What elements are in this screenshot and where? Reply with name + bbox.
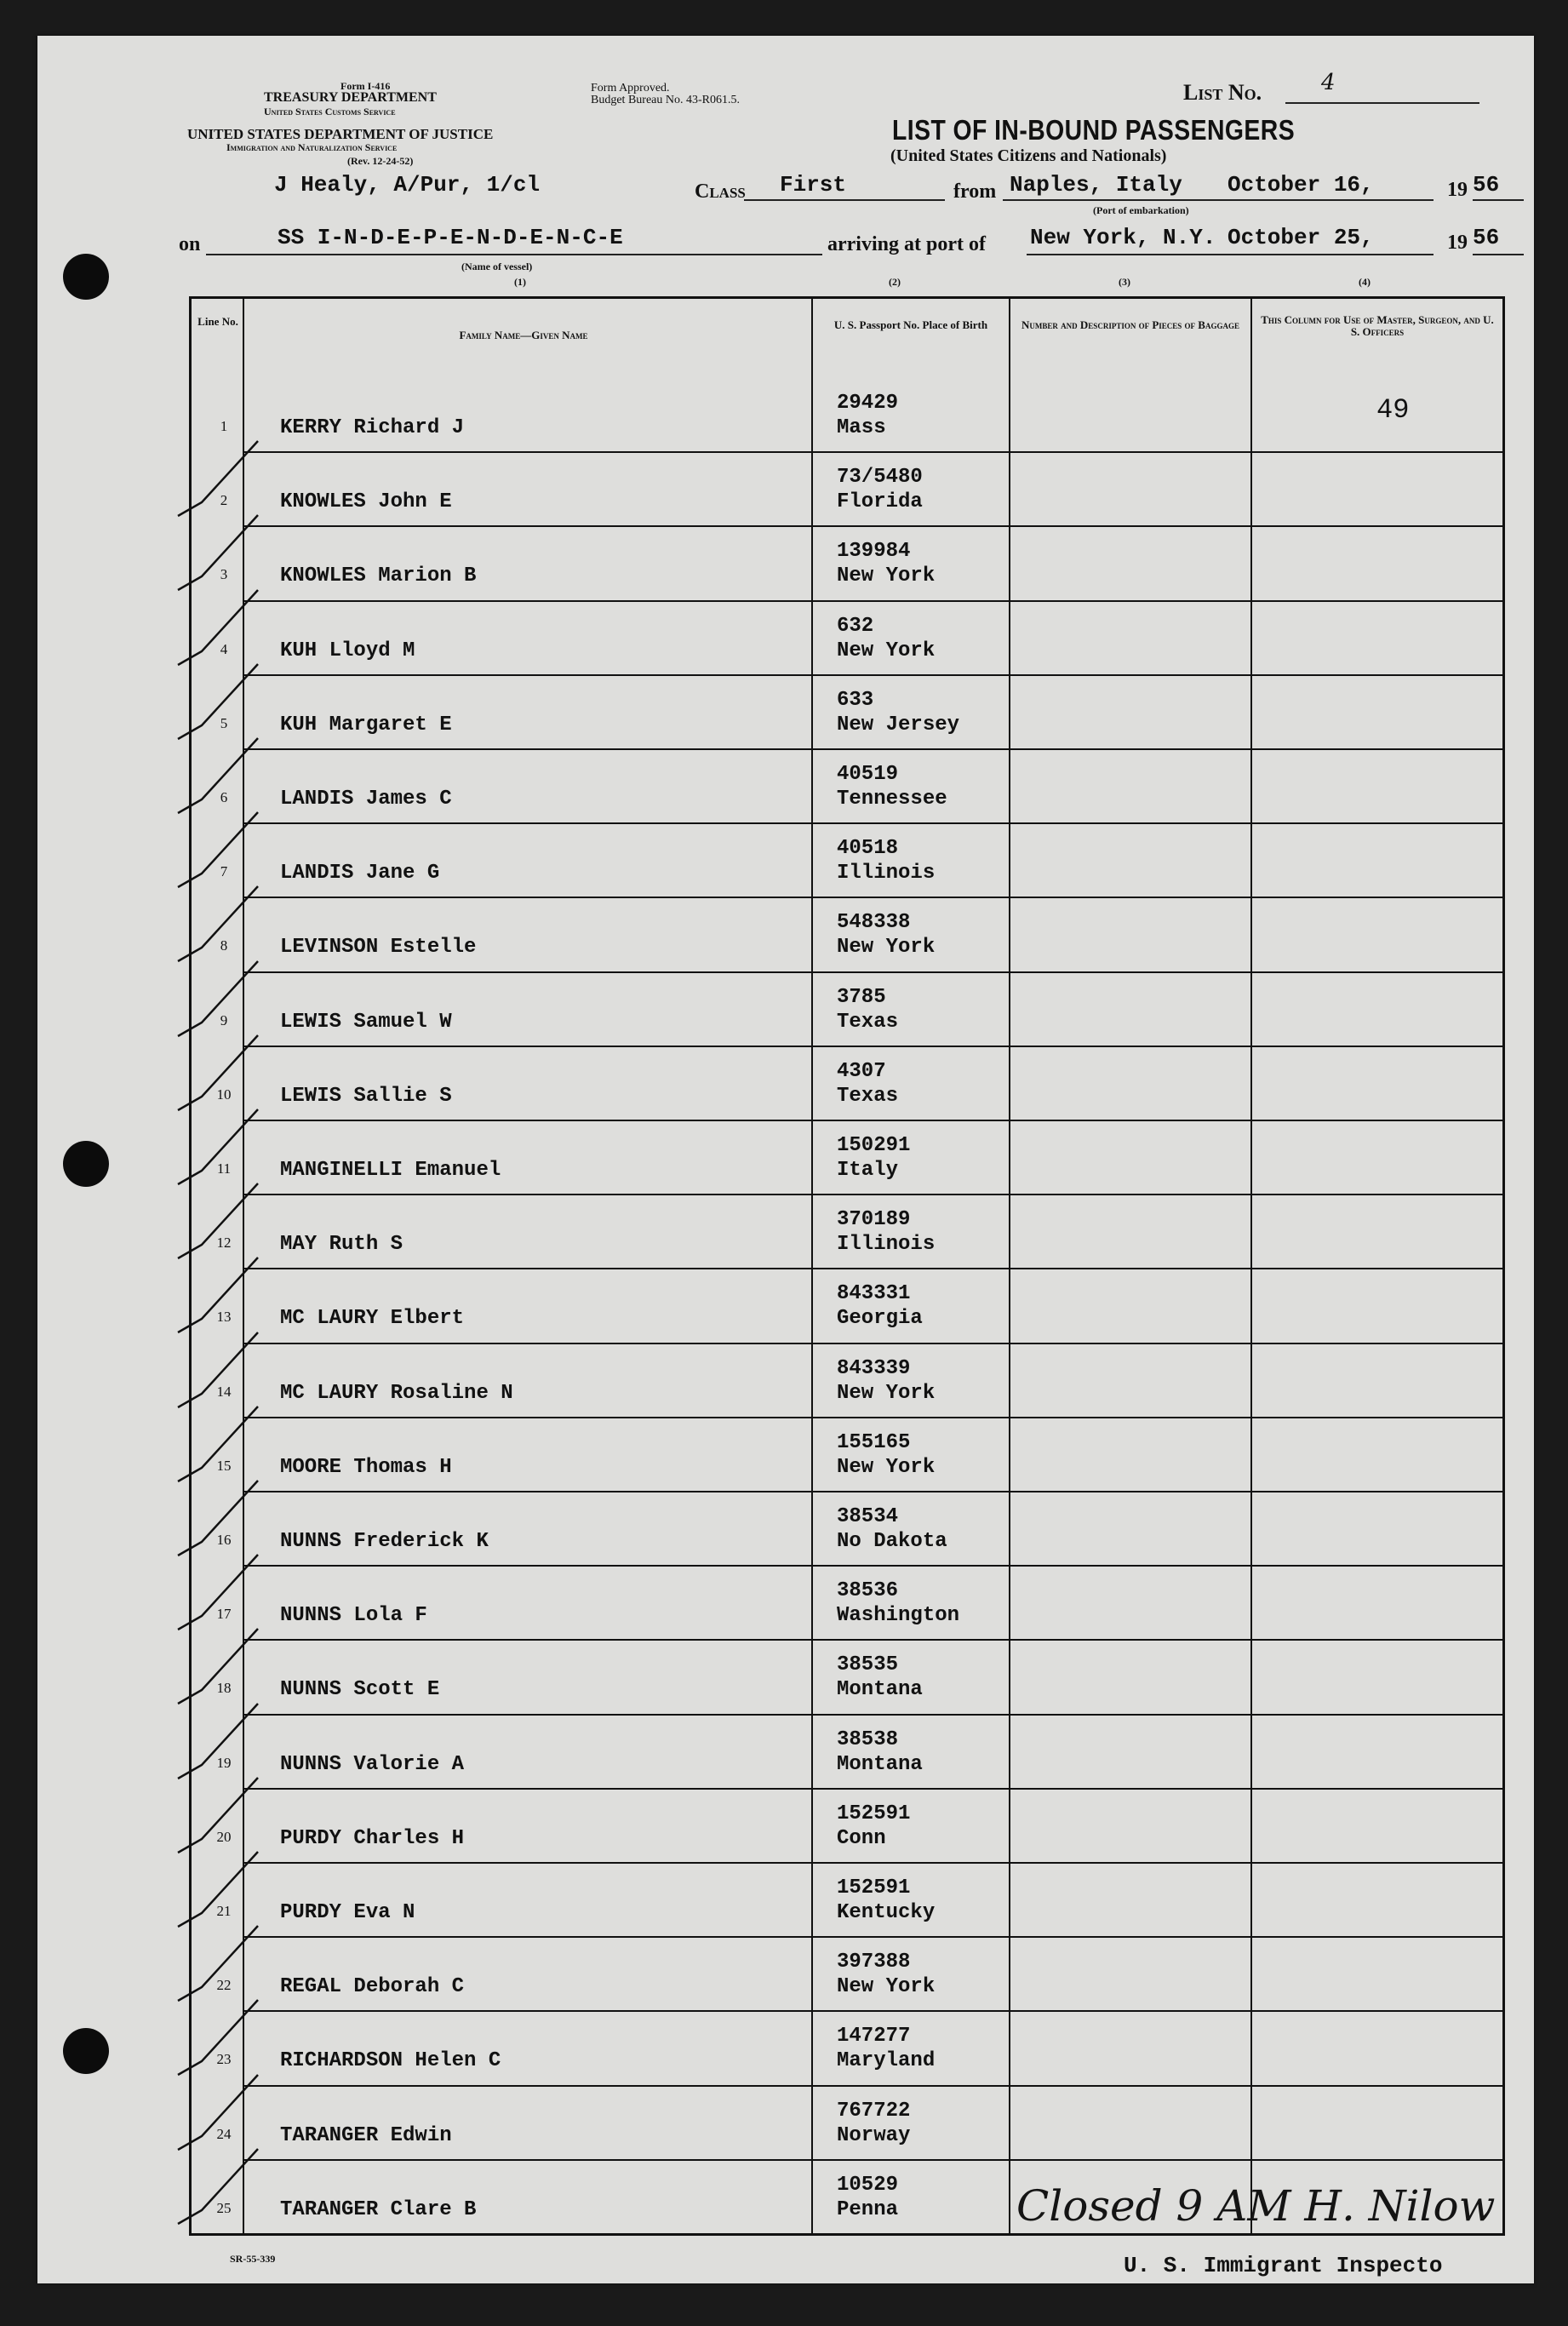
- passenger-name: MC LAURY Rosaline N: [280, 1381, 513, 1405]
- port-embark-caption: (Port of embarkation): [1093, 204, 1189, 216]
- passenger-name: KNOWLES Marion B: [280, 564, 477, 588]
- header-name: Family Name—Given Name: [459, 329, 588, 341]
- passenger-name: PURDY Charles H: [280, 1826, 465, 1850]
- place-of-birth: Florida: [837, 490, 923, 514]
- list-no-label: List No.: [1183, 80, 1262, 105]
- passenger-name: MC LAURY Elbert: [280, 1307, 465, 1331]
- place-of-birth: Illinois: [837, 1233, 936, 1257]
- line-number: 2: [220, 492, 228, 509]
- passport-number: 843339: [837, 1356, 911, 1380]
- passport-number: 147277: [837, 2025, 911, 2048]
- line-number: 23: [216, 2051, 232, 2068]
- passport-number: 843331: [837, 1282, 911, 1306]
- from-label: from: [953, 180, 997, 203]
- place-of-birth: New York: [837, 564, 936, 588]
- passport-number: 632: [837, 614, 874, 638]
- place-of-birth: New York: [837, 1455, 936, 1479]
- passport-number: 633: [837, 688, 874, 712]
- line-number: 12: [216, 1235, 232, 1252]
- passenger-name: LANDIS Jane G: [280, 862, 440, 885]
- passenger-name: TARANGER Clare B: [280, 2197, 477, 2221]
- place-of-birth: New York: [837, 936, 936, 960]
- line-number: 24: [216, 2125, 232, 2142]
- passport-number: 139984: [837, 540, 911, 564]
- passport-number: 38538: [837, 1727, 899, 1751]
- passenger-name: LEWIS Samuel W: [280, 1010, 452, 1034]
- passenger-name: PURDY Eva N: [280, 1901, 415, 1924]
- passenger-name: NUNNS Lola F: [280, 1604, 427, 1628]
- inspector-title: U. S. Immigrant Inspecto: [1124, 2253, 1443, 2278]
- passport-number: 370189: [837, 1208, 911, 1232]
- year-prefix-1: 19: [1447, 179, 1468, 201]
- class-value: First: [780, 172, 847, 198]
- place-of-birth: Conn: [837, 1826, 886, 1850]
- arrival-port: New York, N.Y.: [1030, 225, 1216, 250]
- col-number-2: (2): [889, 276, 901, 288]
- passport-number: 150291: [837, 1134, 911, 1157]
- passport-number: 397388: [837, 1951, 911, 1974]
- passport-number: 152591: [837, 1802, 911, 1825]
- place-of-birth: Georgia: [837, 1307, 923, 1331]
- line-number: 19: [216, 1754, 232, 1771]
- place-of-birth: New York: [837, 1975, 936, 1999]
- place-of-birth: New York: [837, 639, 936, 662]
- place-of-birth: Texas: [837, 1010, 899, 1034]
- line-number: 9: [220, 1011, 228, 1028]
- place-of-birth: New Jersey: [837, 713, 960, 736]
- line-number: 1: [220, 418, 228, 434]
- passport-number: 38534: [837, 1505, 899, 1528]
- year-value-1: 56: [1473, 172, 1500, 198]
- passenger-name: LEWIS Sallie S: [280, 1084, 452, 1108]
- passenger-name: RICHARDSON Helen C: [280, 2049, 501, 2073]
- budget-bureau: Budget Bureau No. 43-R061.5.: [591, 94, 740, 106]
- line-number: 11: [216, 1160, 232, 1177]
- passenger-name: NUNNS Frederick K: [280, 1530, 489, 1553]
- place-of-birth: Tennessee: [837, 788, 947, 811]
- passport-number: 10529: [837, 2173, 899, 2197]
- arrival-date: October 25,: [1228, 225, 1374, 250]
- passenger-name: NUNNS Valorie A: [280, 1752, 465, 1776]
- line-number: 17: [216, 1606, 232, 1623]
- passenger-name: KUH Lloyd M: [280, 639, 415, 662]
- place-of-birth: New York: [837, 1381, 936, 1405]
- vessel-caption: (Name of vessel): [461, 261, 533, 272]
- line-number: 13: [216, 1309, 232, 1326]
- header-passport: U. S. Passport No. Place of Birth: [833, 318, 988, 331]
- passenger-name: MANGINELLI Emanuel: [280, 1159, 501, 1182]
- officer-count: 49: [1376, 394, 1410, 426]
- col-number-3: (3): [1119, 276, 1130, 288]
- ins-service: Immigration and Naturalization Service: [226, 141, 398, 153]
- footer-code: SR-55-339: [230, 2253, 276, 2265]
- line-number: 8: [220, 937, 228, 954]
- class-label: Class: [695, 180, 746, 203]
- passenger-name: LANDIS James C: [280, 788, 452, 811]
- place-of-birth: Montana: [837, 1752, 923, 1776]
- place-of-birth: Mass: [837, 416, 886, 439]
- place-of-birth: No Dakota: [837, 1530, 947, 1553]
- passport-number: 548338: [837, 911, 911, 935]
- line-number: 10: [216, 1086, 232, 1103]
- line-number: 16: [216, 1532, 232, 1548]
- passenger-name: MAY Ruth S: [280, 1233, 403, 1257]
- header-officers: This Column for Use of Master, Surgeon, and U. S. Officers: [1261, 313, 1494, 338]
- passenger-name: KERRY Richard J: [280, 416, 465, 439]
- passport-number: 38536: [837, 1579, 899, 1603]
- punch-hole: [63, 1141, 109, 1187]
- place-of-birth: Italy: [837, 1159, 899, 1182]
- form-number: Form I-416: [340, 80, 391, 92]
- header-baggage: Number and Description of Pieces of Baggage: [1021, 318, 1239, 331]
- passenger-name: KNOWLES John E: [280, 490, 452, 514]
- justice-dept: UNITED STATES DEPARTMENT OF JUSTICE: [187, 126, 494, 142]
- on-label: on: [179, 233, 201, 255]
- passport-number: 767722: [837, 2099, 911, 2123]
- passport-number: 155165: [837, 1430, 911, 1454]
- arriving-label: arriving at port of: [827, 233, 986, 255]
- punch-hole: [63, 254, 109, 300]
- passenger-table: [189, 296, 1505, 2236]
- passport-number: 38535: [837, 1653, 899, 1677]
- embark-port: Naples, Italy: [1010, 172, 1182, 198]
- line-number: 6: [220, 789, 228, 805]
- line-number: 5: [220, 714, 228, 731]
- year-value-2: 56: [1473, 225, 1500, 250]
- passenger-name: NUNNS Scott E: [280, 1678, 440, 1702]
- embark-date: October 16,: [1228, 172, 1374, 198]
- punch-hole: [63, 2028, 109, 2074]
- line-number: 15: [216, 1457, 232, 1474]
- place-of-birth: Maryland: [837, 2049, 936, 2073]
- passport-number: 40519: [837, 763, 899, 786]
- line-number: 25: [216, 2199, 232, 2216]
- header-line-no: Line No.: [197, 315, 238, 328]
- passport-number: 3785: [837, 985, 886, 1009]
- line-number: 20: [216, 1828, 232, 1845]
- list-no-value: 4: [1321, 70, 1336, 95]
- passenger-name: LEVINSON Estelle: [280, 936, 477, 960]
- passport-number: 40518: [837, 837, 899, 861]
- year-prefix-2: 19: [1447, 232, 1468, 254]
- inspector-signature: Closed 9 AM H. Nilow: [1016, 2181, 1496, 2231]
- passenger-name: KUH Margaret E: [280, 713, 452, 736]
- passport-number: 29429: [837, 392, 899, 415]
- passenger-name: REGAL Deborah C: [280, 1975, 465, 1999]
- line-number: 18: [216, 1680, 232, 1697]
- place-of-birth: Montana: [837, 1678, 923, 1702]
- line-number: 14: [216, 1383, 232, 1400]
- place-of-birth: Penna: [837, 2197, 899, 2221]
- passenger-name: MOORE Thomas H: [280, 1455, 452, 1479]
- page-subtitle: (United States Citizens and Nationals): [890, 146, 1167, 165]
- treasury-dept: TREASURY DEPARTMENT: [264, 90, 437, 105]
- place-of-birth: Illinois: [837, 862, 936, 885]
- place-of-birth: Washington: [837, 1604, 960, 1628]
- passport-number: 4307: [837, 1059, 886, 1083]
- place-of-birth: Norway: [837, 2123, 911, 2147]
- passport-number: 152591: [837, 1876, 911, 1899]
- passenger-name: TARANGER Edwin: [280, 2123, 452, 2147]
- line-number: 7: [220, 863, 228, 880]
- prepared-by: J Healy, A/Pur, 1/cl: [274, 172, 541, 198]
- passport-number: 73/5480: [837, 466, 923, 490]
- line-number: 4: [220, 640, 228, 657]
- form-approved: Form Approved.: [591, 82, 670, 95]
- line-number: 22: [216, 1977, 232, 1994]
- form-revision: (Rev. 12-24-52): [347, 155, 414, 167]
- vessel-name: SS I-N-D-E-P-E-N-D-E-N-C-E: [278, 225, 623, 250]
- page-title: LIST OF IN-BOUND PASSENGERS: [892, 114, 1296, 146]
- place-of-birth: Kentucky: [837, 1901, 936, 1924]
- col-number-4: (4): [1359, 276, 1371, 288]
- line-number: 21: [216, 1903, 232, 1919]
- col-number-1: (1): [514, 276, 526, 288]
- customs-service: United States Customs Service: [264, 106, 396, 117]
- place-of-birth: Texas: [837, 1084, 899, 1108]
- line-number: 3: [220, 566, 228, 583]
- check-mark: [175, 2142, 268, 2236]
